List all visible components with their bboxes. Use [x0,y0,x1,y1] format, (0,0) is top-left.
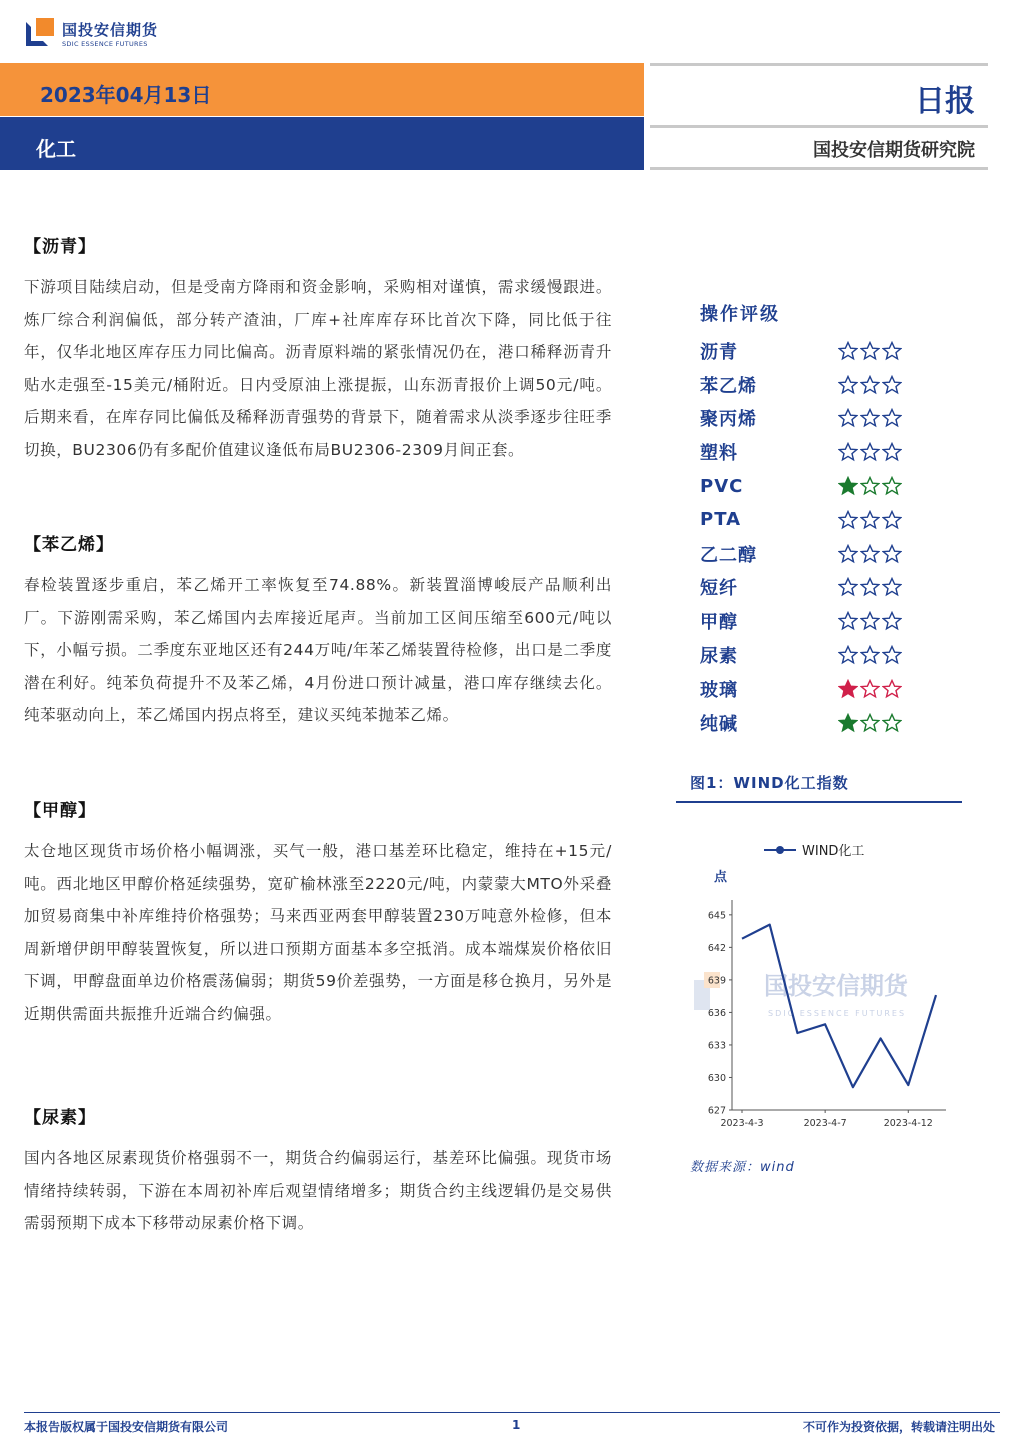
figure-divider [676,801,962,803]
y-axis-label: 点 [714,870,728,885]
y-tick-label: 639 [707,975,726,987]
section-body: 国内各地区尿素现货价格强弱不一，期货合约偏弱运行，基差环比偏强。现货市场情绪持续转弱，下游在本周初补库后观望情绪增多；期货合约主线逻辑仍是交易供需弱预期下成本下移带动尿素价格下调。 [24,1149,612,1232]
x-tick-label: 2023-4-3 [720,1118,764,1129]
legend-marker [776,846,784,854]
rating-stars [838,375,904,395]
outline-star-icon [838,510,858,530]
section-body: 太仓地区现货市场价格小幅调涨，买气一般，港口基差环比稳定，维持在+15元/吨。西北地区甲醇价格延续强势，宽矿榆林涨至2220元/吨，内蒙蒙大MTO外采叠加贸易商集中补库维持价格强势；马来西亚两套甲醇装置230万吨意外检修，但本周新增伊朗甲醇装置恢复，所以进口预期方面基本多空抵消。成本端煤炭价格依旧下调，甲醇盘面单边价格震荡偏弱；期货59价差强势，一方面是移仓换月，另外是近期供需面共振推升近端合约偏强。 [24,842,612,1023]
rating-stars [838,341,904,361]
y-tick-label: 633 [707,1040,726,1052]
report-type: 日报 [915,84,975,119]
report-date: 2023年04月13日 [40,83,212,107]
rating-stars [838,408,904,428]
page-number: 1 [512,1418,521,1432]
filled-star-icon [838,713,858,733]
outline-star-icon [838,611,858,631]
outline-star-icon [860,544,880,564]
section-body: 春检装置逐步重启，苯乙烯开工率恢复至74.88%。新装置淄博峻辰产品顺利出厂。下游刚需采购，苯乙烯国内去库接近尾声。当前加工区间压缩至600元/吨以下，小幅亏损。二季度东亚地区还有244万吨/年苯乙烯装置待检修，出口是二季度潜在利好。纯苯负荷提升不及苯乙烯，4月份进口预计减量，港口库存继续去化。纯苯驱动向上，苯乙烯国内拐点将至，建议买纯苯抛苯乙烯。 [24,576,612,724]
rating-commodity-name: 乙二醇 [700,544,757,566]
outline-star-icon [882,544,902,564]
wind-chemical-index-chart [676,810,962,1145]
section-body: 下游项目陆续启动，但是受南方降雨和资金影响，采购相对谨慎，需求缓慢跟进。炼厂综合利润偏低，部分转产渣油，厂库+社库库存环比首次下降，同比低于往年，仅华北地区库存压力同比偏高。沥青原料端的紧张情况仍在，港口稀释沥青升贴水走强至-15美元/桶附近。日内受原油上涨提振，山东沥青报价上调50元/吨。后期来看，在库存同比偏低及稀释沥青强势的背景下，随着需求从淡季逐步往旺季切换，BU2306仍有多配价值建议逢低布局BU2306-2309月间正套。 [24,278,612,459]
rating-row [700,368,960,402]
report-sector: 化工 [36,137,76,161]
outline-star-icon [882,577,902,597]
rating-commodity-name: 塑料 [700,443,738,465]
y-tick-label: 636 [707,1007,726,1019]
institute-name: 国投安信期货研究院 [813,140,975,161]
watermark-text-en: SDIC ESSENCE FUTURES [768,1009,907,1018]
outline-star-icon [882,341,902,361]
rating-commodity-name: 沥青 [700,341,738,363]
outline-star-icon [838,442,858,462]
logo-name-en: SDIC ESSENCE FUTURES [62,39,148,48]
section-urea [24,1103,612,1240]
rating-row [700,571,960,605]
section-title: 【沥青】 [24,237,96,257]
section-title: 【甲醇】 [24,801,96,821]
rating-row [700,706,960,740]
outline-star-icon [860,577,880,597]
rating-stars [838,544,904,564]
outline-star-icon [860,476,880,496]
rating-stars [838,645,904,665]
outline-star-icon [860,645,880,665]
outline-star-icon [860,713,880,733]
section-methanol [24,796,612,1030]
outline-star-icon [860,679,880,699]
footer-copyright: 本报告版权属于国投安信期货有限公司 [24,1420,229,1434]
header-sector-band [0,117,644,170]
header-divider [650,63,988,66]
rating-stars [838,713,904,733]
outline-star-icon [860,442,880,462]
series-line-wind-chemical [742,925,936,1088]
rating-row [700,672,960,706]
y-tick-label: 645 [707,910,726,922]
legend-label: WIND化工 [802,844,865,859]
rating-commodity-name: 聚丙烯 [700,409,757,431]
watermark-text: 国投安信期货 [764,972,908,1000]
outline-star-icon [882,442,902,462]
outline-star-icon [882,645,902,665]
header-divider [650,167,988,170]
filled-star-icon [838,476,858,496]
ratings-list [700,334,960,740]
outline-star-icon [882,476,902,496]
section-styrene [24,530,612,732]
outline-star-icon [882,713,902,733]
rating-commodity-name: 甲醇 [700,612,738,634]
header-divider [650,125,988,128]
rating-row [700,334,960,368]
rating-row [700,638,960,672]
rating-commodity-name: 短纤 [700,578,738,600]
section-title: 【尿素】 [24,1108,96,1128]
outline-star-icon [882,679,902,699]
section-title: 【苯乙烯】 [24,535,114,555]
outline-star-icon [860,341,880,361]
outline-star-icon [882,375,902,395]
rating-row [700,469,960,503]
rating-commodity-name: PTA [700,509,742,531]
rating-row [700,435,960,469]
operation-ratings [700,300,960,740]
rating-stars [838,611,904,631]
rating-commodity-name: 玻璃 [700,679,738,701]
rating-commodity-name: PVC [700,475,744,497]
outline-star-icon [838,408,858,428]
outline-star-icon [838,544,858,564]
outline-star-icon [860,510,880,530]
outline-star-icon [838,577,858,597]
outline-star-icon [838,341,858,361]
outline-star-icon [882,408,902,428]
outline-star-icon [882,510,902,530]
rating-row [700,604,960,638]
company-logo [26,14,158,52]
rating-row [700,402,960,436]
outline-star-icon [860,408,880,428]
logo-name-cn: 国投安信期货 [62,20,159,39]
data-source: 数据来源：wind [690,1160,795,1175]
rating-commodity-name: 纯碱 [700,713,738,735]
y-tick-label: 630 [707,1072,726,1084]
rating-stars [838,476,904,496]
ratings-title: 操作评级 [700,304,780,325]
rating-stars [838,510,904,530]
line-chart [676,810,962,1145]
rating-stars [838,679,904,699]
outline-star-icon [860,375,880,395]
rating-row [700,537,960,571]
outline-star-icon [882,611,902,631]
y-tick-label: 642 [707,942,726,954]
outline-star-icon [838,645,858,665]
figure-caption: 图1：WIND化工指数 [690,774,849,792]
rating-stars [838,442,904,462]
rating-stars [838,577,904,597]
rating-commodity-name: 苯乙烯 [700,375,757,397]
footer-divider [24,1412,1000,1413]
footer-disclaimer: 不可作为投资依据，转载请注明出处 [802,1420,995,1434]
logo-mark-icon [26,18,56,48]
filled-star-icon [838,679,858,699]
section-asphalt [24,232,612,466]
x-tick-label: 2023-4-7 [803,1118,847,1129]
x-tick-label: 2023-4-12 [883,1118,933,1129]
outline-star-icon [860,611,880,631]
y-tick-label: 627 [707,1105,726,1117]
outline-star-icon [838,375,858,395]
rating-commodity-name: 尿素 [700,646,738,668]
rating-row [700,503,960,537]
